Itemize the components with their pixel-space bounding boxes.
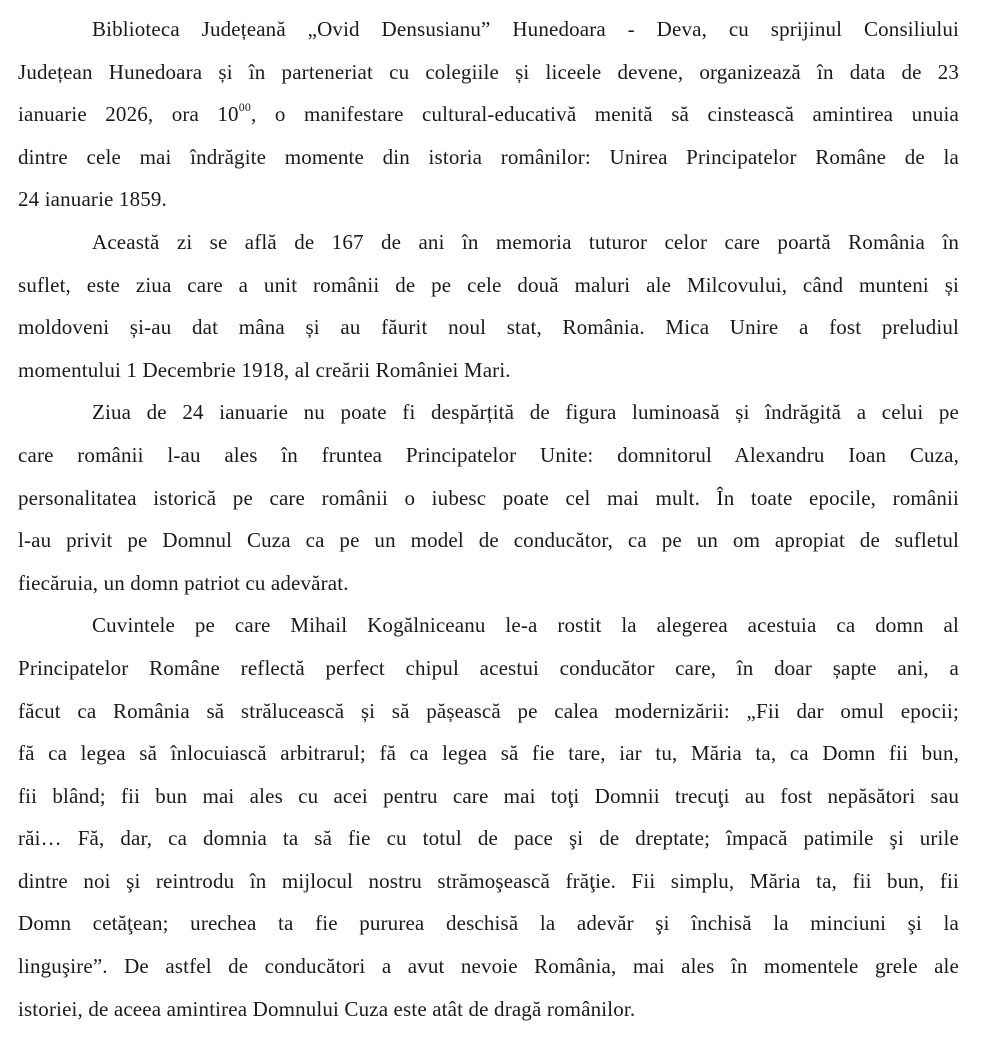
- text-line: Această zi se află de 167 de ani în memoria tuturor celor care poartă România în: [92, 229, 959, 254]
- text-line: moldoveni și-au dat mâna și au făurit noul stat, România. Mica Unire a fost preludiul: [18, 315, 959, 340]
- text-line: Biblioteca Județeană „Ovid Densusianu” Hunedoara - Deva, cu sprijinul Consiliului: [92, 17, 959, 41]
- text-line: istoriei, de aceea amintirea Domnului Cuza este atât de dragă românilor.: [18, 996, 636, 1021]
- text-line: suflet, este ziua care a unit românii de pe cele două maluri ale Milcovului, când munteni și: [18, 272, 959, 297]
- text-line: momentului 1 Decembrie 1918, al creării României Mari.: [18, 357, 511, 382]
- paragraph-cuza-figure: [18, 391, 959, 604]
- text-line: Principatelor Române reflectă perfect chipul acestui conducător care, în doar șapte ani, a: [18, 655, 959, 680]
- paragraph-event-announcement: [18, 8, 959, 221]
- text-line: l-au privit pe Domnul Cuza ca pe un model de conducător, ca pe un om apropiat de sufletul: [18, 528, 959, 553]
- document-page: [18, 8, 959, 1030]
- text-line: fă ca legea să înlocuiască arbitrarul; fă ca legea să fie tare, iar tu, Măria ta, ca Domn fii bun,: [18, 741, 959, 766]
- text-line: linguşire”. De astfel de conducători a avut nevoie România, mai ales în momentele grele ale: [18, 954, 959, 979]
- text-line: Județean Hunedoara și în parteneriat cu colegiile și liceele devene, organizează în data de 23: [18, 59, 959, 84]
- text-line: Domn cetăţean; urechea ta fie pururea deschisă la adevăr şi închisă la minciuni şi la: [18, 911, 959, 936]
- text-line: Cuvintele pe care Mihail Kogălniceanu le-a rostit la alegerea acestuia ca domn al: [92, 613, 959, 638]
- text-fragment: , o manifestare cultural-educativă menită să cinstească amintirea unuia: [251, 102, 959, 127]
- text-line: făcut ca România să strălucească și să pășească pe calea modernizării: „Fii dar omul epocii;: [18, 698, 959, 723]
- text-line: personalitatea istorică pe care românii o iubesc poate cel mai mult. În toate epocile, românii: [18, 485, 959, 510]
- paragraph-kogalniceanu-quote: [18, 604, 959, 1030]
- text-line: fiecăruia, un domn patriot cu adevărat.: [18, 570, 349, 595]
- text-line: 24 ianuarie 1859.: [18, 187, 167, 212]
- text-line: răi… Fă, dar, ca domnia ta să fie cu totul de pace şi de dreptate; împacă patimile şi urile: [18, 826, 959, 851]
- text-line: dintre noi şi reintrodu în mijlocul nostru strămoşească frăţie. Fii simplu, Măria ta, fii bun, fii: [18, 868, 959, 893]
- paragraph-union-anniversary: [18, 221, 959, 391]
- event-date-time: ianuarie 2026, ora 10: [18, 102, 239, 127]
- text-line: [18, 93, 959, 136]
- text-line: care românii l-au ales în fruntea Principatelor Unite: domnitorul Alexandru Ioan Cuza,: [18, 442, 959, 467]
- text-line: Ziua de 24 ianuarie nu poate fi despărțită de figura luminoasă și îndrăgită a celui pe: [92, 400, 959, 425]
- text-line: fii blând; fii bun mai ales cu acei pentru care mai toţi Domnii trecuţi au fost nepăsători sau: [18, 783, 959, 808]
- text-line: dintre cele mai îndrăgite momente din istoria românilor: Unirea Principatelor Române de la: [18, 144, 959, 169]
- time-minutes-superscript: 00: [238, 100, 252, 115]
